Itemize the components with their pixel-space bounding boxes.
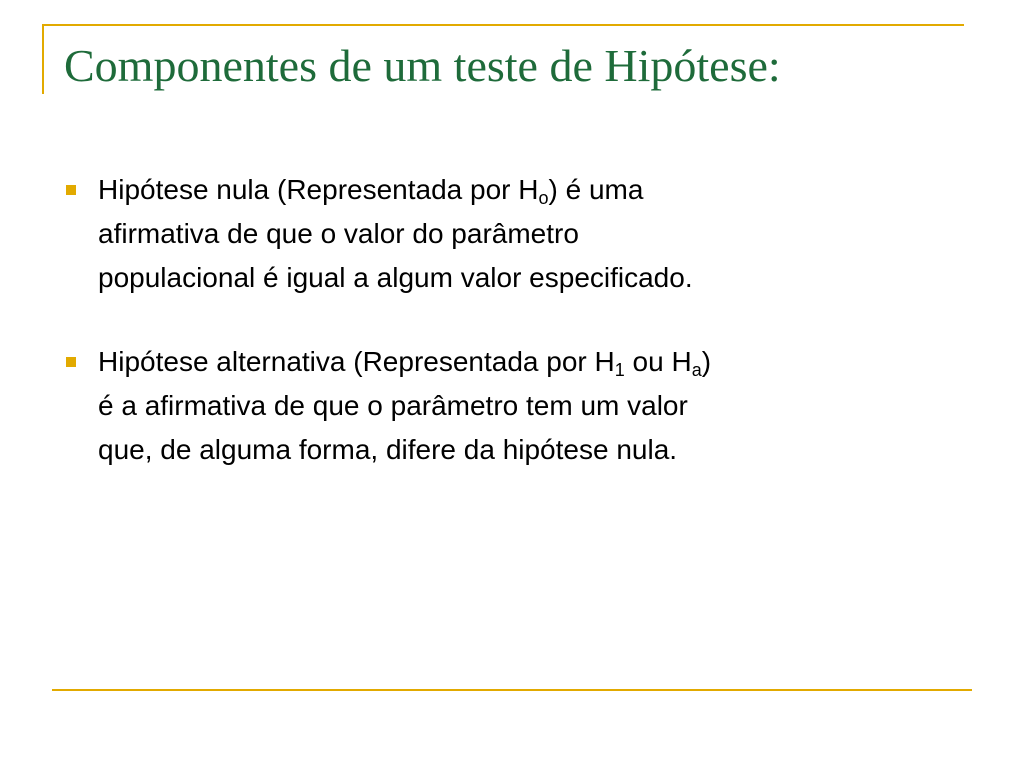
bullet-null-hypothesis <box>66 168 926 300</box>
bullet-text <box>98 168 693 300</box>
bullet-text-part: Hipótese nula (Representada por H <box>98 174 539 205</box>
slide-title: Componentes de um teste de Hipótese: <box>64 40 781 91</box>
square-bullet-icon <box>66 357 76 367</box>
bullet-text-line: é a afirmativa de que o parâmetro tem um valor <box>98 390 688 421</box>
bullet-text-part: ) é uma <box>548 174 644 205</box>
bullet-alternative-hypothesis <box>66 340 926 472</box>
bullet-text-part: ou H <box>624 346 692 377</box>
bullet-text-part: Hipótese alternativa (Representada por H <box>98 346 615 377</box>
bullet-text-line: populacional é igual a algum valor especificado. <box>98 262 693 293</box>
square-bullet-icon <box>66 185 76 195</box>
left-border-line <box>42 24 44 94</box>
bullet-text-part: ) <box>701 346 712 377</box>
top-border-line <box>42 24 964 26</box>
bullet-text-line: afirmativa de que o valor do parâmetro <box>98 218 579 249</box>
bullet-list <box>66 168 926 512</box>
subscript: 1 <box>614 360 625 380</box>
subscript: o <box>538 188 549 208</box>
bullet-text-line: que, de alguma forma, difere da hipótese nula. <box>98 434 678 465</box>
bottom-border-line <box>52 689 972 691</box>
bullet-text <box>98 340 711 472</box>
subscript: a <box>691 360 702 380</box>
